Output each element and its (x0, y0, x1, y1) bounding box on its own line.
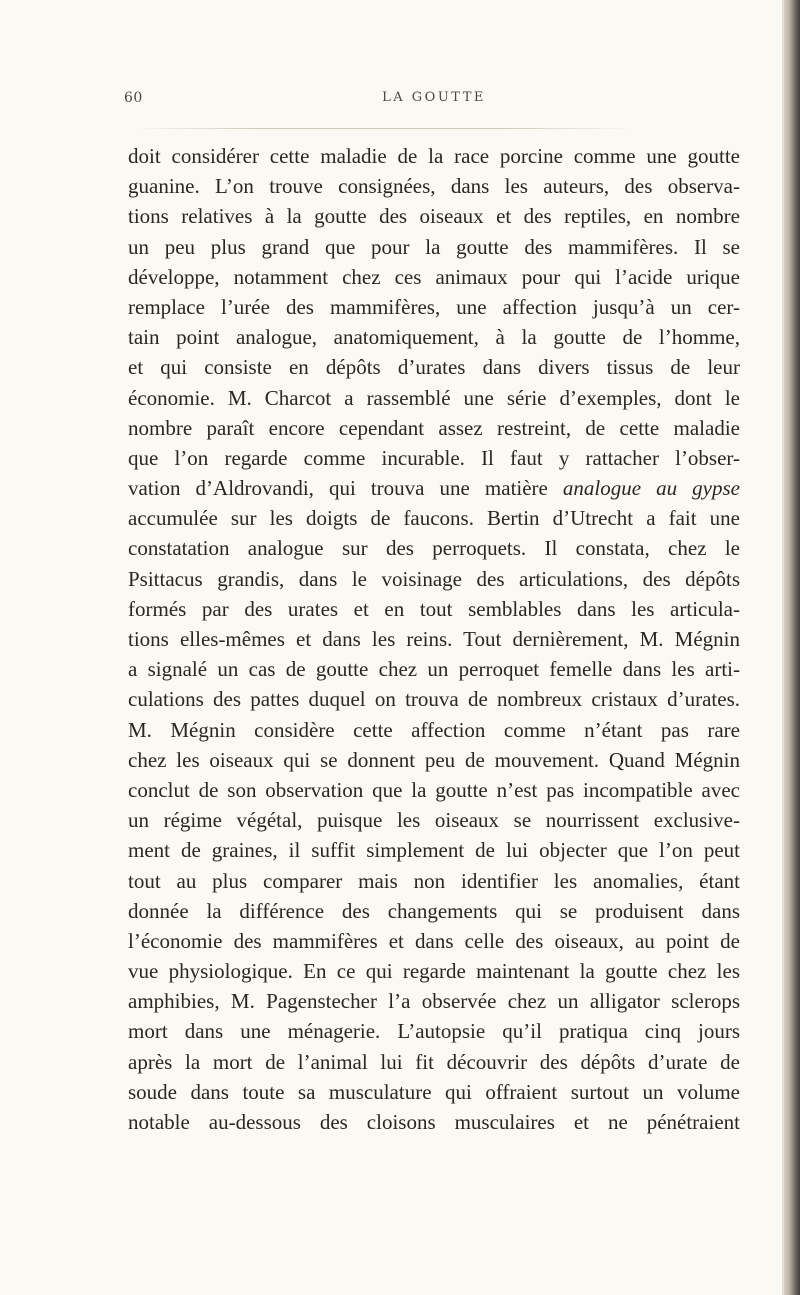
running-title: LA GOUTTE (382, 90, 486, 105)
text-line: tout au plus comparer mais non identifier les anomalies, étant (128, 868, 740, 893)
text-line: et qui consiste en dépôts d’urates dans divers tissus de leur (128, 355, 740, 380)
text-line: ment de graines, il suffit simplement de lui objecter que l’on peut (128, 838, 740, 863)
text-line: remplace l’urée des mammifères, une affection jusqu’à un cer- (128, 294, 740, 319)
running-header (124, 90, 744, 116)
text-line: l’économie des mammifères et dans celle des oiseaux, au point de (128, 928, 740, 953)
text-line: Psittacus grandis, dans le voisinage des articulations, des dépôts (128, 566, 740, 591)
text-line: a signalé un cas de goutte chez un perroquet femelle dans les arti- (128, 657, 740, 682)
text-line: accumulée sur les doigts de faucons. Bertin d’Utrecht a fait une (128, 506, 740, 531)
text-line: un régime végétal, puisque les oiseaux se nourrissent exclusive- (128, 808, 740, 833)
text-line: tain point analogue, anatomiquement, à la goutte de l’homme, (128, 325, 740, 350)
text-line: mort dans une ménagerie. L’autopsie qu’il pratiqua cinq jours (128, 1019, 740, 1044)
text-fragment: vation d’Aldrovandi, qui trouva une matière (128, 476, 563, 501)
header-rule (132, 128, 632, 129)
text-line: doit considérer cette maladie de la race porcine comme une goutte (128, 144, 740, 168)
text-line: conclut de son observation que la goutte n’est pas incompatible avec (128, 777, 740, 802)
text-line-with-italic (128, 473, 740, 503)
text-line: tions elles-mêmes et dans les reins. Tout dernièrement, M. Mégnin (128, 627, 740, 651)
text-line: constatation analogue sur des perroquets. Il constata, chez le (128, 536, 740, 561)
text-line: notable au-dessous des cloisons musculaires et ne pénétraient (128, 1110, 740, 1134)
text-line: que l’on regarde comme incurable. Il faut y rattacher l’obser- (128, 445, 740, 470)
text-line: nombre paraît encore cependant assez restreint, de cette maladie (128, 415, 740, 440)
text-line: développe, notamment chez ces animaux pour qui l’acide urique (128, 264, 740, 289)
text-line: tions relatives à la goutte des oiseaux et des reptiles, en nombre (128, 204, 740, 229)
text-line: M. Mégnin considère cette affection comme n’étant pas rare (128, 717, 740, 742)
text-line: donnée la différence des changements qui se produisent dans (128, 898, 740, 923)
text-line: vue physiologique. En ce qui regarde maintenant la goutte chez les (128, 959, 740, 984)
body-text (128, 141, 740, 1137)
page-edge-highlight (782, 0, 784, 1295)
text-line: chez les oiseaux qui se donnent peu de mouvement. Quand Mégnin (128, 747, 740, 772)
text-line: un peu plus grand que pour la goutte des mammifères. Il se (128, 234, 740, 259)
page-number: 60 (124, 90, 143, 106)
page-edge-shadow (784, 0, 800, 1295)
text-line: guanine. L’on trouve consignées, dans les auteurs, des observa- (128, 174, 740, 199)
text-line: après la mort de l’animal lui fit découvrir des dépôts d’urate de (128, 1049, 740, 1074)
text-line: amphibies, M. Pagenstecher l’a observée chez un alligator sclerops (128, 989, 740, 1014)
text-line: soude dans toute sa musculature qui offraient surtout un volume (128, 1079, 740, 1104)
text-line: culations des pattes duquel on trouva de nombreux cristaux d’urates. (128, 687, 740, 712)
text-line: économie. M. Charcot a rassemblé une série d’exemples, dont le (128, 385, 740, 410)
text-line: formés par des urates et en tout semblables dans les articula- (128, 596, 740, 621)
italic-phrase: analogue au gypse (562, 476, 740, 501)
